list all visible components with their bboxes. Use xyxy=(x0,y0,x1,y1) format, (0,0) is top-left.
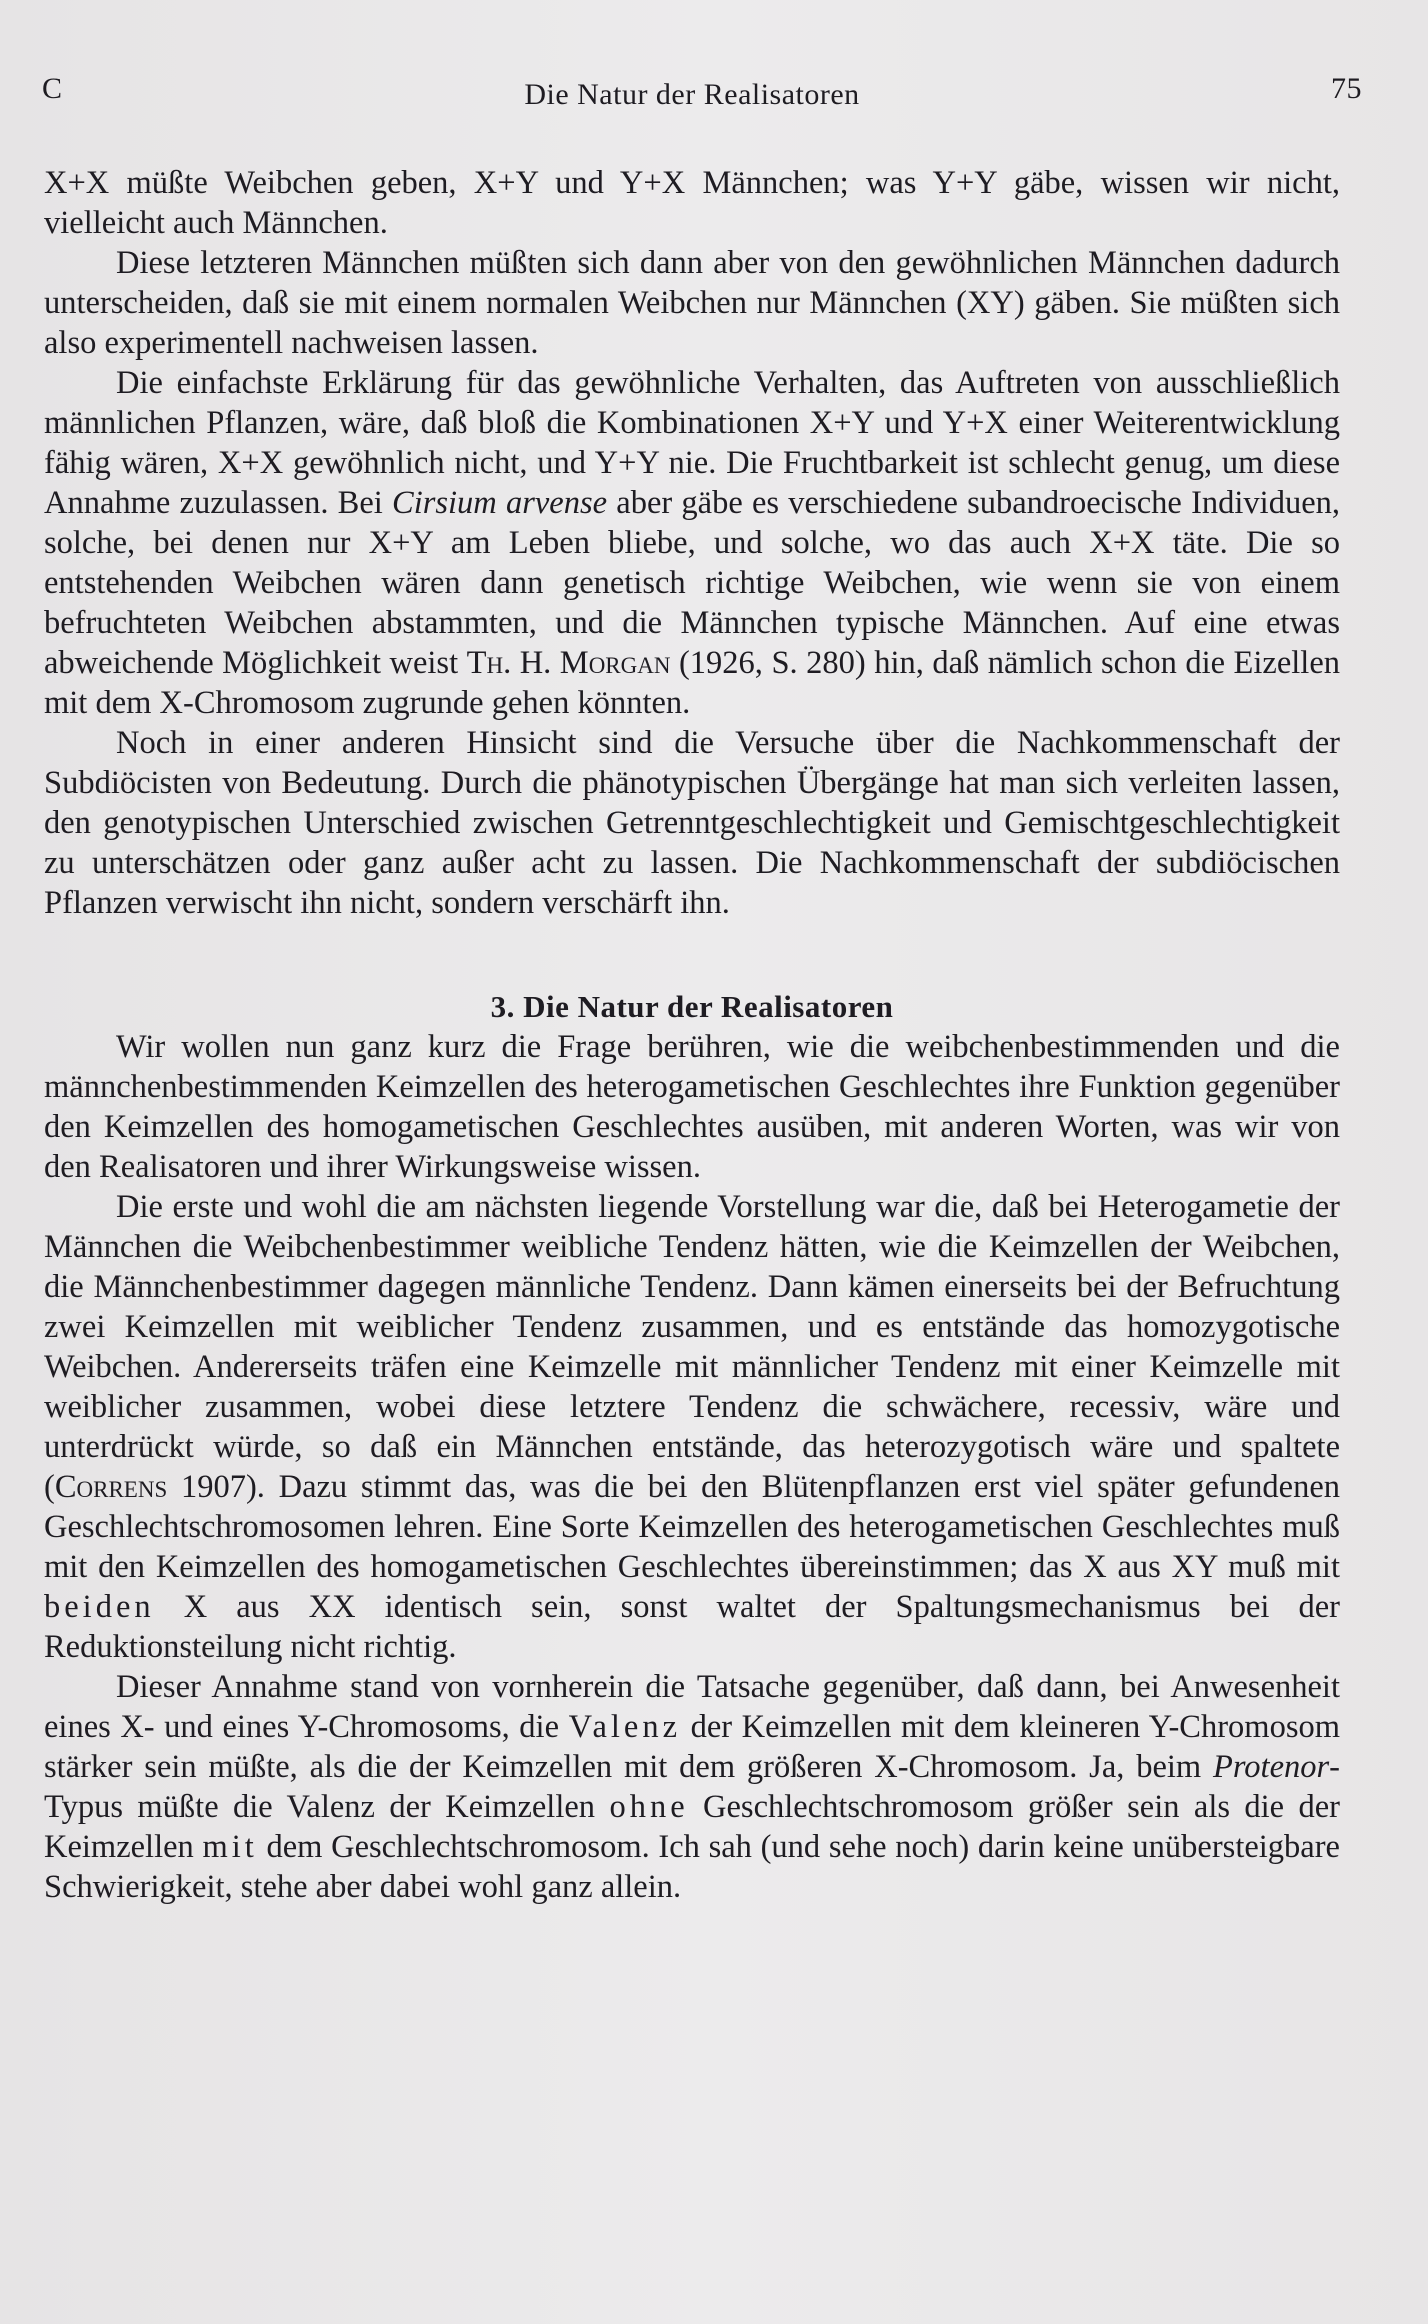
paragraph-6 xyxy=(44,1187,1340,1667)
paragraph-5: Wir wollen nun ganz kurz die Frage berühren, wie die weibchenbestimmenden und die männchenbestimmenden Keimzellen des heterogametischen Geschlechtes ihre Funktion gegenüber den Keimzellen des homogametischen Geschlechtes ausüben, mit anderen Worten, was wir von den Realisatoren und ihrer Wirkungsweise wissen. xyxy=(44,1029,1340,1185)
page-number: 75 xyxy=(1331,72,1362,105)
spaced-emphasis: beiden xyxy=(44,1589,155,1625)
paragraph-6-part-a: Die erste und wohl die am nächsten liegende Vorstellung war die, daß bei Heterogametie der Männchen die Weibchenbestimmer weibliche Tendenz hätten, wie die Keimzellen der Weibchen, die Männchenbestimmer dagegen männliche Tendenz. Dann kämen einerseits bei der Befruchtung zwei Keimzellen mit weiblicher Tendenz zusammen, und es entstände das homozygotische Weibchen. Andererseits träfen eine Keimzelle mit männlicher Tendenz mit einer Keimzelle mit weiblicher zusammen, wobei diese letztere Tendenz die schwächere, recessiv, wäre und unterdrückt würde, so daß ein Männchen entstände, das heterozygotisch wäre und spaltete ( xyxy=(44,1189,1340,1505)
paragraph-6-part-c: X aus XX identisch sein, sonst waltet der Spaltungsmechanismus bei der Reduktionsteilung nicht richtig. xyxy=(44,1589,1340,1665)
signature-mark: C xyxy=(42,72,63,105)
paragraph-3-part-c: (1926, S. 280) hin, daß nämlich schon die Eizellen mit dem X-Chromosom zugrunde gehen könnten. xyxy=(44,645,1340,721)
section-heading: 3. Die Natur der Realisatoren xyxy=(490,989,894,1024)
paragraph-7-part-a: Dieser Annahme stand von vornherein die Tatsache gegenüber, daß dann, bei Anwesenheit eines X- und eines Y-Chromosoms, die xyxy=(44,1669,1340,1745)
paragraph-3 xyxy=(44,363,1340,723)
author-name: Correns xyxy=(54,1469,168,1505)
paragraph-7 xyxy=(44,1667,1340,1907)
paragraph-2: Diese letzteren Männchen müßten sich dann aber von den gewöhnlichen Männchen dadurch unterscheiden, daß sie mit einem normalen Weibchen nur Männchen (XY) gäben. Sie müßten sich also experimentell nachweisen lassen. xyxy=(44,245,1340,361)
paragraph-7-part-e: dem Geschlechtschromosom. Ich sah (und sehe noch) darin keine unübersteigbare Schwierigkeit, stehe aber dabei wohl ganz allein. xyxy=(44,1829,1340,1905)
paragraph-7-part-c: -Typus müßte die Valenz der Keimzellen xyxy=(44,1749,1340,1825)
paragraph-3-part-a: Die einfachste Erklärung für das gewöhnliche Verhalten, das Auftreten von ausschließlich männlichen Pflanzen, wäre, daß bloß die Kombinationen X+Y und Y+X einer Weiterentwicklung fähig wären, X+X gewöhnlich nicht, und Y+Y nie. Die Fruchtbarkeit ist schlecht genug, um diese Annahme zuzulassen. Bei xyxy=(44,365,1340,521)
species-name: Cirsium arvense xyxy=(392,485,608,521)
genus-name: Protenor xyxy=(1213,1749,1330,1785)
paragraph-7-part-d: Geschlechtschromosom größer sein als die der Keimzellen xyxy=(44,1789,1340,1865)
body-text xyxy=(44,163,1340,1907)
running-title: Die Natur der Realisatoren xyxy=(524,78,860,111)
paragraph-7-part-b: der Keimzellen mit dem kleineren Y-Chromosom stärker sein müßte, als die der Keimzellen mit dem größeren X-Chromosom. Ja, beim xyxy=(44,1709,1340,1785)
spaced-emphasis: ohne xyxy=(609,1789,689,1825)
paragraph-4: Noch in einer anderen Hinsicht sind die Versuche über die Nachkommenschaft der Subdiöcisten von Bedeutung. Durch die phänotypischen Übergänge hat man sich verleiten lassen, den genotypischen Unterschied zwischen Getrenntgeschlechtigkeit und Gemischtgeschlechtigkeit zu unterschätzen oder ganz außer acht zu lassen. Die Nachkommenschaft der subdiöcischen Pflanzen verwischt ihn nicht, sondern verschärft ihn. xyxy=(44,725,1340,921)
paragraph-3-part-b: aber gäbe es verschiedene subandroecische Individuen, solche, bei denen nur X+Y am Leben bliebe, und solche, wo das auch X+X täte. Die so entstehenden Weibchen wären dann genetisch richtige Weibchen, wie wenn sie von einem befruchteten Weibchen abstammten, und die Männchen typische Männchen. Auf eine etwas abweichende Möglichkeit weist xyxy=(44,485,1340,681)
paragraph-1: X+X müßte Weibchen geben, X+Y und Y+X Männchen; was Y+Y gäbe, wissen wir nicht, vielleicht auch Männchen. xyxy=(44,165,1340,241)
page-header xyxy=(42,72,1362,112)
spaced-emphasis: mit xyxy=(202,1829,258,1865)
paragraph-6-part-b: 1907). Dazu stimmt das, was die bei den Blütenpflanzen erst viel später gefundenen Geschlechtschromosomen lehren. Eine Sorte Keimzellen des heterogametischen Geschlechtes muß mit den Keimzellen des homogametischen Geschlechtes übereinstimmen; das X aus XY muß mit xyxy=(44,1469,1340,1585)
spaced-emphasis: Valenz xyxy=(568,1709,682,1745)
author-name: Th. H. Morgan xyxy=(466,645,671,681)
